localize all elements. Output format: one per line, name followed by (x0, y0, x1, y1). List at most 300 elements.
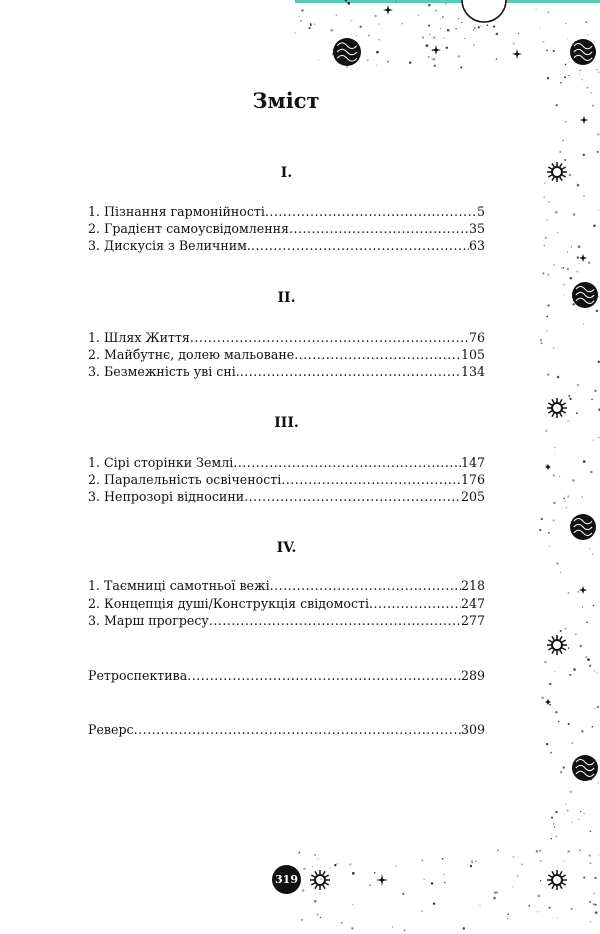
star-dot (496, 33, 499, 36)
star-dot (583, 196, 584, 197)
star-dot (546, 464, 548, 466)
star-dot (548, 907, 550, 909)
star-dot (554, 826, 555, 827)
sun-ray (560, 636, 562, 639)
toc-entry[interactable] (88, 329, 485, 346)
sun-ray (562, 640, 565, 642)
star-dot (507, 913, 509, 915)
star-dot (598, 854, 599, 855)
star-dot (563, 860, 564, 861)
sun-ray (325, 883, 328, 885)
sparkle-icon (579, 586, 587, 594)
star-dot (589, 548, 590, 549)
star-dot (314, 23, 315, 24)
star-dot (317, 914, 319, 916)
sun-ray (315, 885, 317, 888)
star-dot (579, 645, 582, 648)
star-dot (550, 752, 552, 754)
star-dot (565, 804, 566, 805)
star-dot (549, 546, 550, 547)
star-dot (444, 38, 445, 39)
sun-ray (552, 885, 554, 888)
star-dot (572, 303, 574, 305)
star-dot (352, 904, 353, 905)
entry-page: 247 (460, 596, 485, 611)
star-dot (541, 697, 544, 700)
star-dot (563, 295, 564, 296)
star-dot (540, 342, 542, 344)
toc-entry[interactable] (88, 363, 485, 380)
star-dot (563, 498, 565, 500)
star-dot (433, 36, 436, 39)
star-dot (578, 591, 579, 592)
star-dot (545, 237, 547, 239)
star-dot (587, 87, 589, 89)
sun-ray (552, 413, 554, 416)
star-dot (308, 27, 310, 29)
toc-entry-reverse[interactable] (88, 721, 485, 738)
star-dot (593, 903, 595, 905)
entry-page: 176 (460, 472, 485, 487)
star-dot (496, 891, 498, 893)
star-dot (595, 911, 598, 914)
star-dot (548, 201, 549, 202)
star-dot (542, 41, 544, 43)
entry-label: 1. Таємниці самотньої вежі (88, 578, 270, 593)
page-title: Зміст (252, 88, 320, 113)
star-dot (549, 704, 551, 706)
star-dot (567, 251, 568, 252)
star-dot (541, 518, 543, 520)
star-dot (422, 36, 424, 38)
star-dot (367, 59, 369, 61)
star-dot (569, 674, 571, 676)
star-dot (571, 742, 572, 743)
star-dot (582, 496, 583, 497)
sun-ray (552, 399, 554, 402)
entry-page: 5 (476, 204, 485, 219)
star-dot (569, 398, 571, 400)
star-dot (428, 56, 430, 58)
star-dot (575, 633, 577, 635)
star-dot (563, 766, 565, 768)
star-dot (594, 708, 595, 709)
star-dot (585, 656, 587, 658)
star-dot (351, 927, 353, 929)
star-dot (537, 911, 538, 912)
star-dot (422, 860, 423, 861)
star-dot (562, 139, 564, 141)
star-dot (303, 867, 306, 870)
entry-label: 1. Сірі сторінки Землі (88, 455, 234, 470)
sun-ray (562, 875, 565, 877)
star-dot (392, 926, 393, 927)
star-dot (587, 621, 588, 622)
star-dot (442, 16, 444, 18)
entry-page: 35 (468, 221, 485, 236)
star-dot (579, 849, 581, 851)
star-dot (578, 245, 581, 248)
star-dot (430, 34, 431, 35)
star-dot (536, 850, 538, 852)
star-dot (546, 50, 548, 52)
star-dot (582, 607, 583, 608)
entry-label: 2. Концепція душі/Конструкція свідомості (88, 596, 369, 611)
star-dot (552, 474, 555, 477)
star-dot (568, 647, 569, 648)
star-dot (458, 18, 460, 20)
toc-entry[interactable] (88, 577, 485, 594)
star-dot (594, 390, 596, 392)
star-dot (542, 272, 544, 274)
star-dot (580, 811, 581, 812)
star-dot (395, 1, 396, 2)
star-dot (440, 28, 441, 29)
star-dot (555, 711, 557, 713)
toc-entry[interactable] (88, 471, 485, 488)
star-dot (521, 863, 523, 865)
dot-leader (240, 363, 461, 380)
star-dot (567, 495, 569, 497)
star-dot (564, 501, 565, 502)
entry-label: 3. Марш прогресу (88, 613, 209, 628)
section-heading: II. (277, 290, 296, 306)
star-dot (593, 605, 595, 607)
star-dot (579, 74, 580, 75)
sun-ray (560, 650, 562, 653)
star-dot (553, 502, 555, 504)
star-dot (569, 277, 572, 280)
star-dot (341, 922, 343, 924)
star-dot (548, 532, 550, 534)
sun-ray (548, 875, 551, 877)
star-dot (565, 64, 567, 66)
sun-ray (548, 403, 551, 405)
star-dot (578, 819, 579, 820)
star-dot (433, 903, 435, 905)
star-dot (513, 43, 514, 44)
star-dot (553, 264, 555, 266)
star-dot (298, 852, 300, 854)
star-dot (426, 44, 429, 47)
star-dot (544, 182, 545, 183)
sun-icon (552, 640, 562, 650)
sun-icon (552, 167, 562, 177)
star-dot (347, 2, 350, 5)
star-dot (564, 76, 566, 78)
sparkle-icon (512, 49, 522, 59)
star-dot (433, 58, 435, 60)
star-dot (579, 70, 580, 71)
star-dot (402, 23, 403, 24)
sparkle-icon (376, 874, 388, 886)
dot-leader (244, 488, 461, 505)
star-dot (594, 670, 595, 671)
dot-leader (209, 612, 461, 629)
sun-ray (548, 167, 551, 169)
sparkle-icon (431, 45, 441, 55)
star-dot (329, 868, 330, 869)
dot-leader (294, 346, 461, 363)
entry-page: 134 (460, 364, 485, 379)
star-dot (546, 316, 548, 318)
star-dot (318, 859, 319, 860)
star-dot (300, 20, 302, 22)
star-dot (431, 882, 433, 884)
toc-entry[interactable] (88, 454, 485, 471)
star-dot (583, 460, 586, 463)
star-dot (564, 159, 566, 161)
star-dot (557, 376, 560, 379)
star-dot (497, 849, 499, 851)
star-dot (547, 373, 549, 375)
sun-ray (323, 871, 325, 874)
star-dot (583, 154, 585, 156)
star-dot (443, 874, 444, 875)
sparkle-icon (580, 116, 588, 124)
star-dot (572, 479, 574, 481)
star-dot (444, 882, 446, 884)
star-dot (507, 918, 508, 919)
star-dot (310, 23, 312, 25)
entry-page: 63 (468, 238, 485, 253)
dot-leader (270, 577, 461, 594)
star-dot (346, 2, 347, 3)
entry-label: 1. Пізнання гармонійності (88, 204, 265, 219)
sun-ray (562, 175, 565, 177)
star-dot (553, 347, 554, 348)
star-dot (594, 877, 597, 880)
dot-leader (265, 203, 477, 220)
star-dot (475, 861, 476, 862)
star-dot (528, 905, 530, 907)
star-dot (302, 889, 304, 891)
star-dot (590, 921, 591, 922)
star-dot (593, 439, 595, 441)
star-dot (374, 15, 376, 17)
star-dot (473, 29, 474, 30)
star-dot (470, 865, 472, 867)
star-dot (587, 34, 588, 35)
section-heading: IV. (276, 540, 297, 556)
star-dot (518, 33, 519, 34)
star-dot (596, 310, 599, 313)
star-dot (560, 771, 562, 773)
sun-ray (560, 885, 562, 888)
star-dot (568, 75, 569, 76)
toc-entry[interactable] (88, 595, 485, 612)
star-dot (455, 28, 456, 29)
entry-label: 3. Непрозорі відносини (88, 489, 245, 504)
star-dot (352, 872, 355, 875)
dot-leader (134, 721, 461, 738)
star-dot (555, 447, 556, 448)
star-dot (567, 420, 569, 422)
entry-page: 205 (460, 489, 485, 504)
toc-entry[interactable] (88, 203, 485, 220)
dot-leader (251, 237, 469, 254)
sun-icon (315, 875, 325, 885)
toc-entry[interactable] (88, 612, 485, 629)
star-dot (554, 671, 555, 672)
sun-ray (325, 875, 328, 877)
star-dot (379, 39, 380, 40)
star-dot (404, 930, 406, 932)
star-dot (402, 893, 404, 895)
star-dot (556, 563, 558, 565)
sun-ray (560, 163, 562, 166)
sun-ray (562, 403, 565, 405)
star-dot (569, 174, 572, 177)
entry-label: 2. Паралельність освіченості (88, 472, 282, 487)
star-dot (334, 864, 336, 866)
star-dot (576, 271, 578, 273)
star-dot (369, 884, 371, 886)
star-dot (555, 836, 557, 838)
star-dot (540, 860, 542, 862)
star-dot (565, 627, 567, 629)
dot-leader (233, 454, 461, 471)
star-dot (577, 184, 580, 187)
sun-icon (552, 403, 562, 413)
sun-ray (560, 399, 562, 402)
star-dot (592, 726, 594, 728)
star-dot (445, 3, 447, 5)
toc-entry[interactable] (88, 488, 485, 505)
sparkle-icon (383, 5, 393, 15)
star-dot (597, 151, 599, 153)
star-dot (589, 665, 591, 667)
star-dot (547, 11, 549, 13)
toc-entry[interactable] (88, 237, 485, 254)
star-dot (298, 16, 299, 17)
star-dot (571, 246, 572, 247)
star-dot (587, 658, 590, 661)
star-dot (553, 50, 555, 52)
star-dot (598, 210, 599, 211)
star-dot (517, 875, 519, 877)
entry-page: 105 (460, 347, 485, 362)
star-dot (337, 863, 338, 864)
toc-entry[interactable] (88, 346, 485, 363)
sun-ray (552, 871, 554, 874)
star-dot (544, 245, 545, 246)
star-dot (481, 26, 482, 27)
star-dot (559, 476, 560, 477)
dot-leader (369, 595, 461, 612)
section-heading: III. (274, 415, 299, 431)
page-number-badge: 319 (272, 865, 301, 894)
star-dot (597, 782, 598, 783)
star-dot (577, 256, 579, 258)
star-dot (583, 813, 584, 814)
star-dot (544, 197, 545, 198)
star-dot (593, 224, 596, 227)
star-dot (446, 47, 448, 49)
sun-ray (562, 167, 565, 169)
star-dot (294, 32, 296, 34)
star-dot (428, 4, 431, 7)
star-dot (589, 854, 591, 856)
star-dot (597, 133, 599, 135)
star-dot (565, 23, 566, 24)
dot-leader (281, 471, 461, 488)
sun-ray (552, 636, 554, 639)
star-dot (387, 61, 389, 63)
star-dot (376, 65, 377, 66)
sun-ray (311, 875, 314, 877)
star-dot (588, 261, 591, 264)
entry-page: 76 (468, 330, 485, 345)
star-dot (539, 27, 540, 28)
star-dot (442, 858, 444, 860)
star-dot (560, 82, 561, 83)
sun-ray (552, 177, 554, 180)
star-dot (479, 905, 480, 906)
star-dot (563, 267, 565, 269)
star-dot (435, 10, 437, 12)
star-dot (301, 9, 303, 11)
star-dot (460, 66, 462, 68)
toc-entry[interactable] (88, 220, 485, 237)
star-dot (589, 862, 591, 864)
sun-ray (562, 411, 565, 413)
star-dot (546, 743, 548, 745)
star-dot (493, 25, 495, 27)
star-dot (541, 339, 542, 340)
toc-entry-retrospective[interactable] (88, 667, 485, 684)
star-dot (577, 182, 578, 183)
star-dot (551, 838, 552, 839)
star-dot (560, 630, 562, 632)
entry-page: 309 (460, 722, 485, 737)
star-dot (512, 886, 513, 887)
star-dot (559, 151, 561, 153)
star-dot (312, 866, 313, 867)
sun-ray (560, 177, 562, 180)
star-dot (464, 38, 465, 39)
star-dot (301, 919, 303, 921)
star-dot (581, 730, 584, 733)
star-dot (424, 879, 425, 880)
entry-label: Реверс (88, 722, 134, 737)
star-dot (539, 850, 541, 852)
star-dot (378, 23, 380, 25)
entry-label: 3. Безмежність уві сні. (88, 364, 240, 379)
star-dot (592, 105, 594, 107)
entry-page: 277 (460, 613, 485, 628)
star-dot (573, 668, 576, 671)
star-dot (461, 22, 462, 23)
star-dot (582, 79, 583, 80)
star-dot (590, 830, 592, 832)
star-dot (434, 64, 437, 67)
dot-leader (190, 329, 469, 346)
star-dot (553, 823, 555, 825)
entry-page: 218 (460, 578, 485, 593)
sun-icon (552, 875, 562, 885)
star-dot (549, 683, 551, 685)
star-dot (374, 872, 375, 873)
star-dot (566, 809, 568, 811)
star-dot (474, 27, 476, 29)
star-dot (583, 323, 584, 324)
star-dot (297, 866, 298, 867)
planet-icon (462, 0, 506, 22)
star-dot (592, 554, 593, 555)
star-dot (561, 268, 562, 269)
sun-ray (560, 413, 562, 416)
